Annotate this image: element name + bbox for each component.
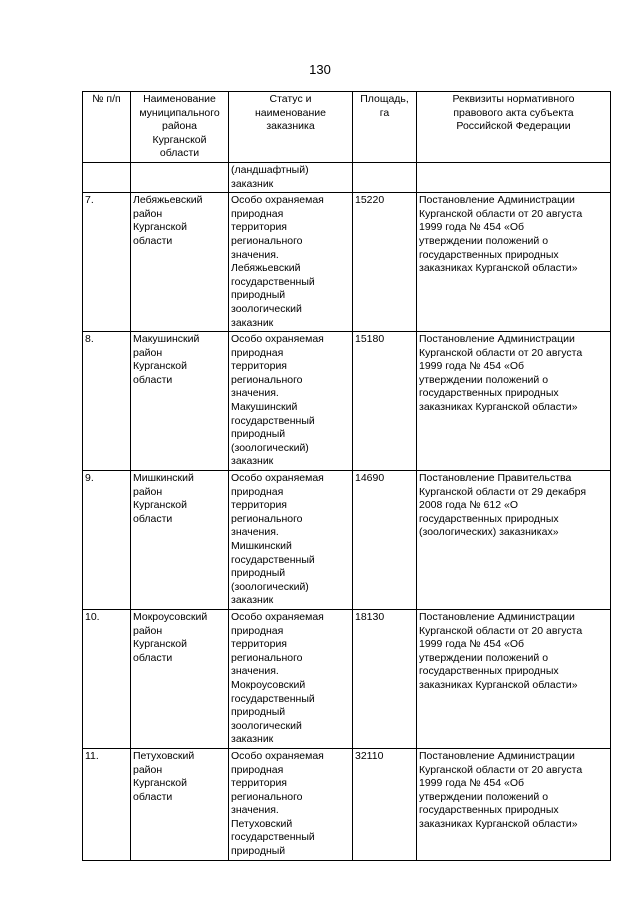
cell-district: Петуховский район Курганской области xyxy=(131,748,229,860)
cell-status: Особо охраняемая природная территория регионального значения. Лебяжьевский государственный природный зоологический заказник xyxy=(229,193,353,332)
header-status: Статус и наименование заказника xyxy=(229,92,353,163)
cell-num: 8. xyxy=(83,332,131,471)
table-row xyxy=(83,193,611,332)
cell-area: 32110 xyxy=(353,748,417,860)
cell-status: (ландшафтный) заказник xyxy=(229,162,353,192)
cell-status: Особо охраняемая природная территория регионального значения. Макушинский государственный природный (зоологический) заказник xyxy=(229,332,353,471)
cell-area: 15180 xyxy=(353,332,417,471)
page-number: 130 xyxy=(309,62,331,77)
table-row xyxy=(83,609,611,748)
cell-area: 15220 xyxy=(353,193,417,332)
header-area: Площадь, га xyxy=(353,92,417,163)
table-row-continuation xyxy=(83,162,611,192)
header-num: № п/п xyxy=(83,92,131,163)
cell-status: Особо охраняемая природная территория регионального значения. Мокроусовский государственный природный зоологический заказник xyxy=(229,609,353,748)
cell-num xyxy=(83,162,131,192)
cell-area: 18130 xyxy=(353,609,417,748)
table-row xyxy=(83,471,611,610)
cell-act: Постановление Администрации Курганской области от 20 августа 1999 года № 454 «Об утверждении положений о государственных природных заказниках Курганской области» xyxy=(417,332,611,471)
cell-num: 10. xyxy=(83,609,131,748)
cell-area: 14690 xyxy=(353,471,417,610)
cell-act: Постановление Правительства Курганской области от 29 декабря 2008 года № 612 «О государственных природных (зоологических) заказниках» xyxy=(417,471,611,610)
cell-status: Особо охраняемая природная территория регионального значения. Петуховский государственный природный xyxy=(229,748,353,860)
header-district: Наименование муниципального района Курганской области xyxy=(131,92,229,163)
cell-district: Лебяжьевский район Курганской области xyxy=(131,193,229,332)
cell-district xyxy=(131,162,229,192)
cell-act: Постановление Администрации Курганской области от 20 августа 1999 года № 454 «Об утверждении положений о государственных природных заказниках Курганской области» xyxy=(417,609,611,748)
cell-num: 9. xyxy=(83,471,131,610)
cell-district: Макушинский район Курганской области xyxy=(131,332,229,471)
cell-act xyxy=(417,162,611,192)
table-row xyxy=(83,332,611,471)
table-header-row xyxy=(83,92,611,163)
cell-num: 7. xyxy=(83,193,131,332)
cell-district: Мокроусовский район Курганской области xyxy=(131,609,229,748)
table-row xyxy=(83,748,611,860)
cell-num: 11. xyxy=(83,748,131,860)
cell-status: Особо охраняемая природная территория регионального значения. Мишкинский государственный природный (зоологический) заказник xyxy=(229,471,353,610)
cell-area xyxy=(353,162,417,192)
reserves-table xyxy=(82,91,611,861)
cell-act: Постановление Администрации Курганской области от 20 августа 1999 года № 454 «Об утверждении положений о государственных природных заказниках Курганской области» xyxy=(417,748,611,860)
header-act: Реквизиты нормативного правового акта субъекта Российской Федерации xyxy=(417,92,611,163)
cell-district: Мишкинский район Курганской области xyxy=(131,471,229,610)
cell-act: Постановление Администрации Курганской области от 20 августа 1999 года № 454 «Об утверждении положений о государственных природных заказниках Курганской области» xyxy=(417,193,611,332)
